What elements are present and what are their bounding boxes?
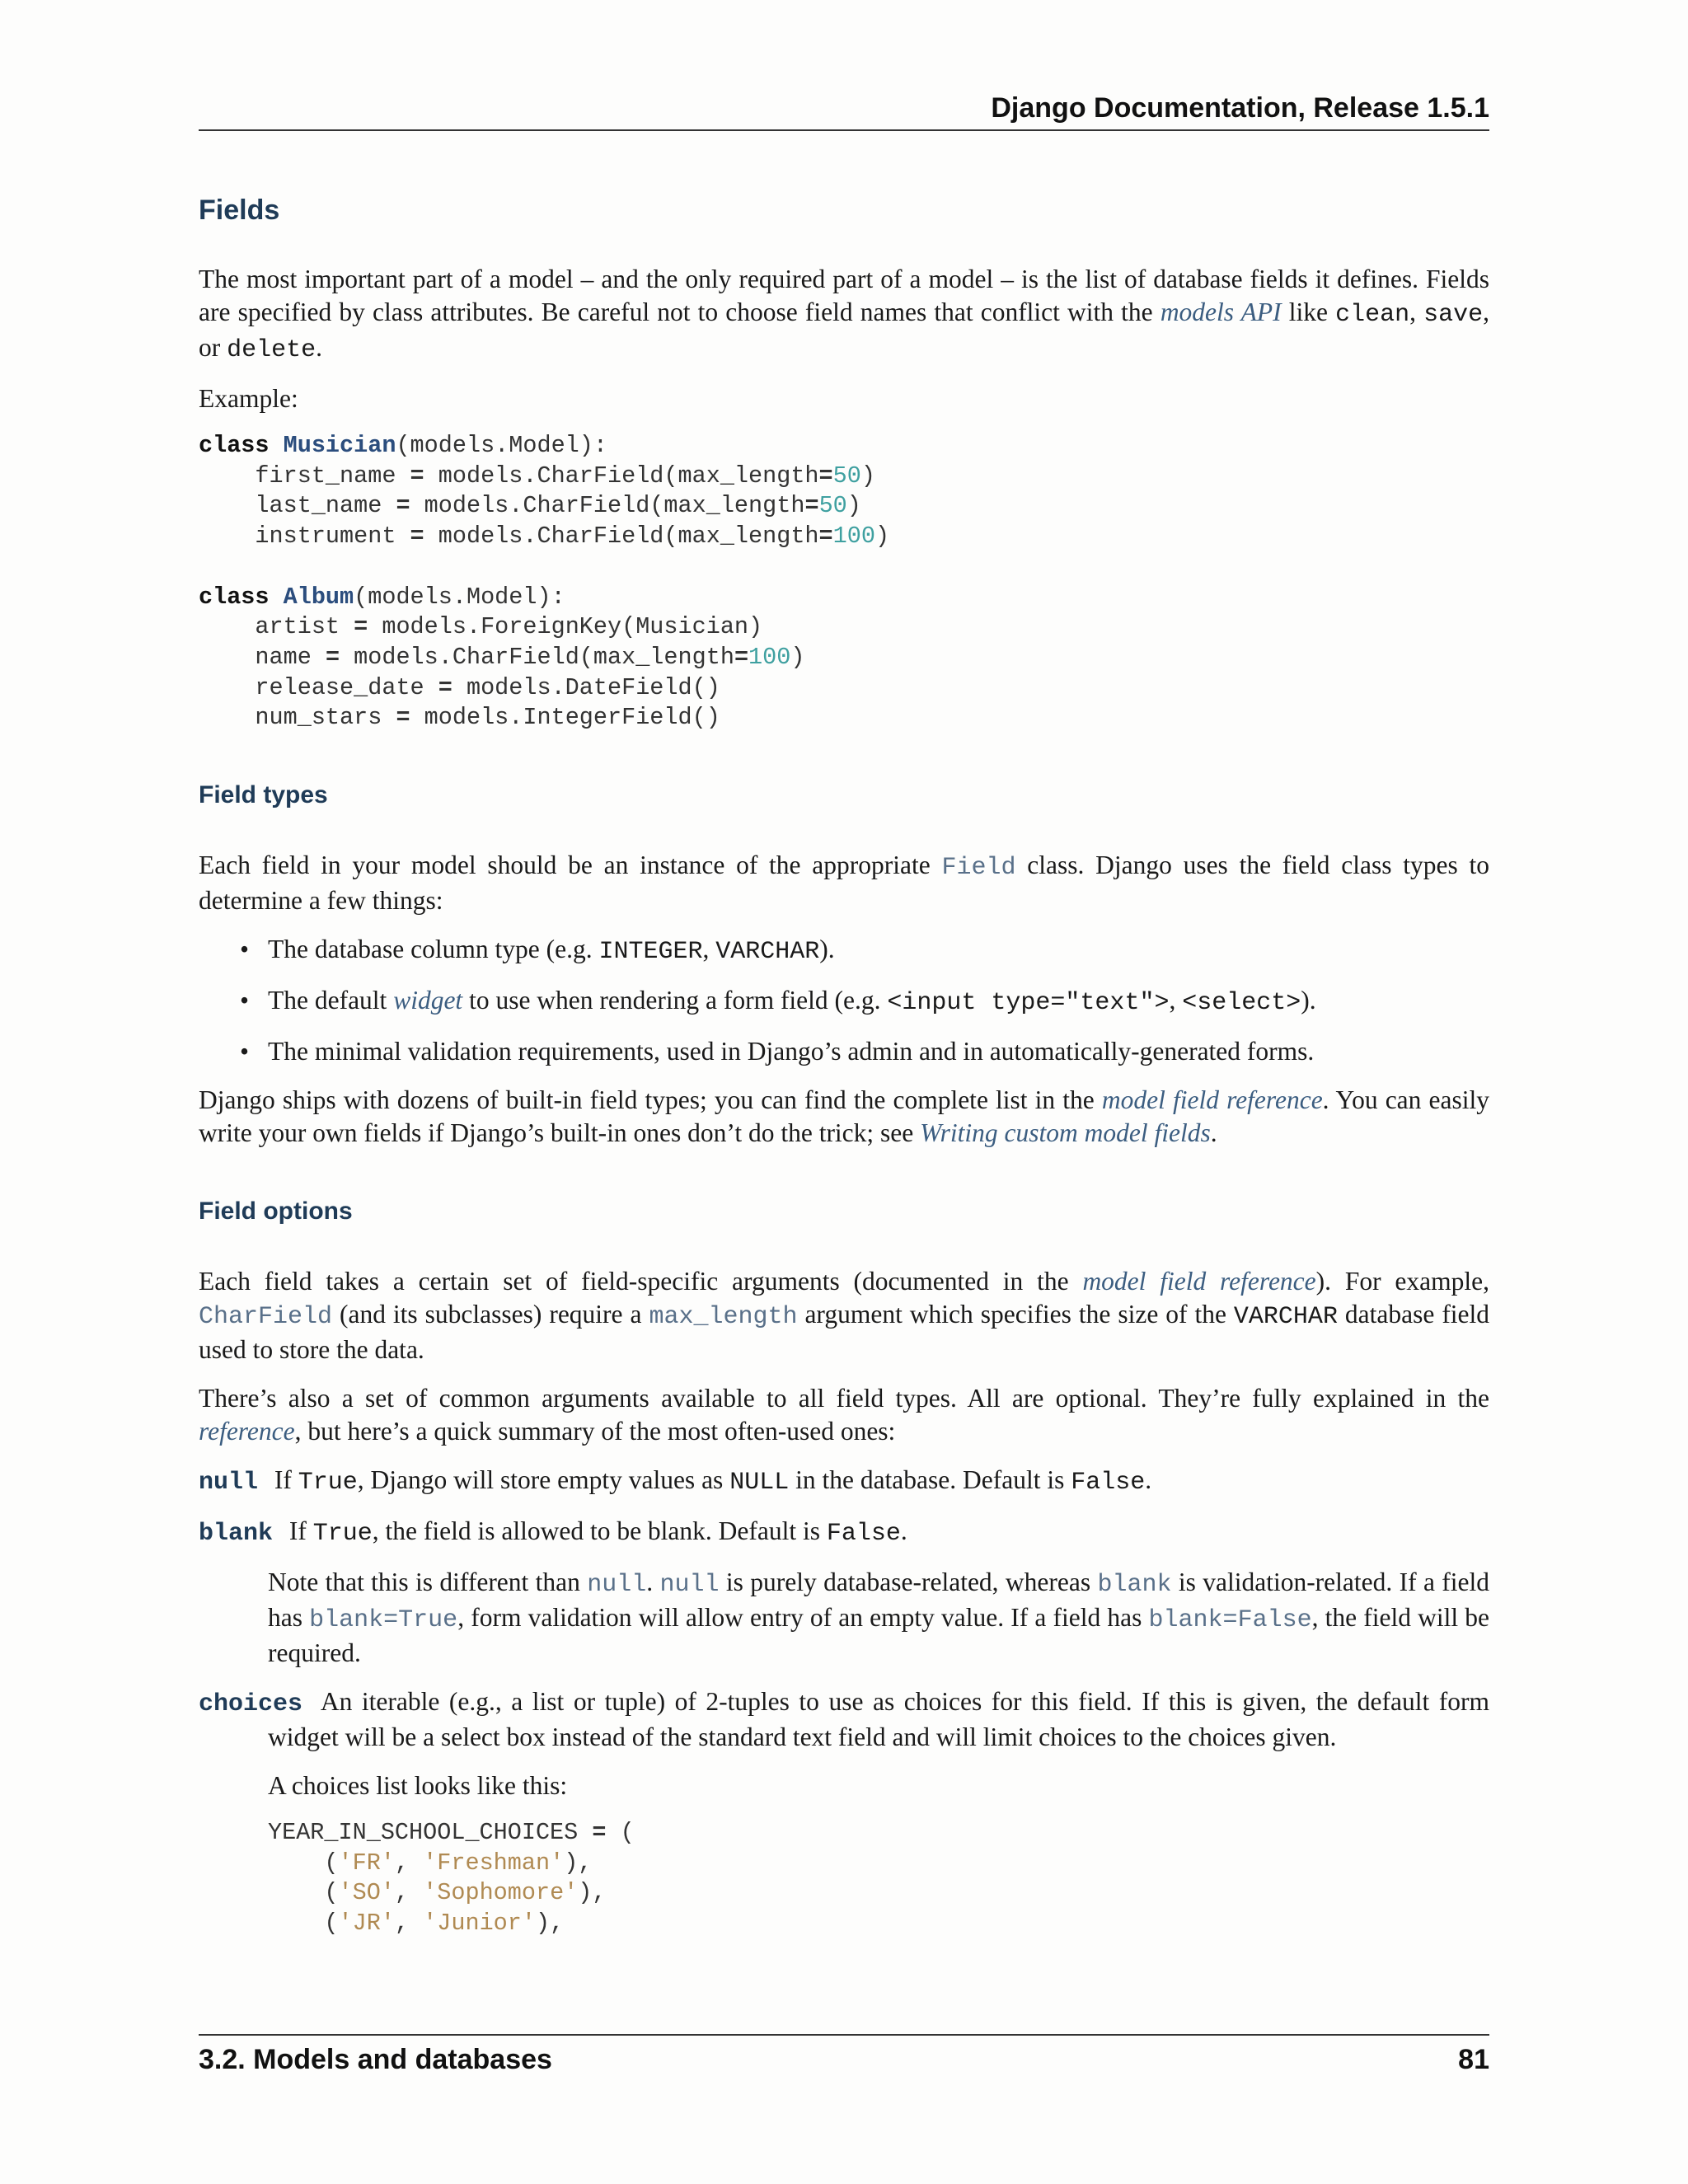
text: argument which specifies the size of the [804,1300,1226,1329]
text: , the field will be required. [268,1603,1490,1668]
text: , form validation will allow entry of an empty value. If a field has [457,1603,1142,1633]
code-charfield: CharField [199,1303,333,1332]
field-options-heading: Field options [199,1197,353,1226]
code-true: True [298,1469,358,1497]
code-line: last_name = models.CharField(max_length=50) [199,492,861,520]
text: Note that this is different than [268,1568,580,1597]
list-item: • The database column type (e.g. INTEGER, VARCHAR). [240,935,835,967]
code-line: class Musician(models.Model): [199,432,607,459]
code-line: release_date = models.DateField() [199,673,720,701]
models-api-link[interactable]: models API [1160,298,1282,326]
code-varchar: VARCHAR [715,938,820,967]
bullet-icon: • [240,1037,250,1066]
text: An iterable (e.g., a list or tuple) of 2-tuples to use as choices for this field. If this is given, the default form widget will be a select box instead of the standard text field and will limit choices to the choices given. [268,1687,1489,1752]
option-term-choices: choices [199,1690,303,1719]
code-null: null [587,1571,647,1600]
code-select: <select> [1182,989,1301,1018]
code-line: instrument = models.CharField(max_length=100) [199,523,890,551]
field-types-list [199,933,1489,1068]
text: like [1288,298,1328,326]
code-true: True [312,1520,373,1549]
max-length-link[interactable] [649,1300,798,1332]
list-item: • The default widget to use when rendering a form field (e.g. <input type="text">, <select>). [240,986,1316,1018]
code-delete: delete [227,336,316,364]
text: , or [199,298,1490,362]
code-null: NULL [729,1469,790,1497]
null-link-2[interactable] [659,1568,720,1600]
running-footer [199,2034,1489,2076]
code-false: False [826,1520,901,1549]
code-false: False [1071,1469,1146,1497]
text: database field used to store the data. [199,1300,1490,1365]
text: , the field is allowed to be blank. Default is [372,1516,821,1546]
option-term-null: null [199,1469,259,1497]
text: The default [268,986,387,1015]
code-save: save [1423,301,1484,329]
page-number: 81 [1458,2044,1489,2075]
text: is validation-related. If a field has [268,1568,1490,1633]
code-integer: INTEGER [598,938,703,967]
code-max-length: max_length [649,1303,798,1332]
code-field: Field [941,854,1016,883]
text: Each field in your model should be an instance of the appropriate [199,851,931,880]
code-blank-false: blank=False [1148,1606,1312,1635]
writing-custom-fields-link[interactable]: Writing custom model fields [920,1118,1211,1148]
text: The minimal validation requirements, used in Django’s admin and in automatically-generated forms. [268,1037,1315,1066]
code-line: YEAR_IN_SCHOOL_CHOICES = ( [268,1819,635,1847]
text: class. Django uses the field class types to determine a few things: [199,851,1489,916]
code-line: artist = models.ForeignKey(Musician) [199,613,763,641]
code-input: <input type="text"> [887,989,1170,1018]
list-item [240,1035,1489,1068]
text: . You can easily write your own fields if Django’s built-in ones don’t do the trick; see [199,1085,1489,1148]
bullet-icon: • [240,986,250,1015]
code-null: null [659,1571,720,1600]
code-line: ('SO', 'Sophomore'), [268,1879,607,1907]
choices-list-label: A choices list looks like this: [268,1771,568,1801]
blank-false-link[interactable] [1148,1603,1312,1635]
choices-code-block [268,1818,1489,1939]
field-types-paragraph [199,849,1489,917]
page-content [199,194,1489,1939]
model-field-reference-link[interactable]: model field reference [1101,1085,1323,1115]
option-term-blank: blank [199,1520,274,1549]
fields-heading: Fields [199,194,280,226]
text: (and its subclasses) require a [340,1300,642,1329]
field-types-heading: Field types [199,781,328,809]
text: Django ships with dozens of built-in field types; you can find the complete list in the [199,1085,1095,1115]
text: in the database. Default is [795,1465,1065,1495]
code-line: class Album(models.Model): [199,583,565,611]
code-blank-true: blank=True [309,1606,458,1635]
text: is purely database-related, whereas [725,1568,1091,1597]
text: Each field takes a certain set of field-specific arguments (documented in the [199,1267,1069,1296]
fields-intro-paragraph: The most important part of a model – and the only required part of a model – is the list of database fields it defines. Fields are specified by class attributes. Be careful not to choose field names that conflict with the models API like clean, save, or delete. [199,265,1490,364]
code-line: first_name = models.CharField(max_length=50) [199,462,875,490]
running-header [199,92,1489,131]
text: There’s also a set of common arguments available to all field types. All are optional. They’re fully explained in the [199,1384,1489,1413]
code-line: num_stars = models.IntegerField() [199,704,720,732]
code-line: name = models.CharField(max_length=100) [199,643,805,671]
blank-note-paragraph: Note that this is different than null. null is purely database-related, whereas blank is validation-related. If a field has blank=True, form validation will allow entry of an empty value. If a field has blank=False, the field will be required. [268,1568,1490,1668]
option-choices [199,1685,1489,1754]
option-blank: blank If True, the field is allowed to be blank. Default is False. [199,1516,907,1549]
blank-true-link[interactable] [309,1603,458,1635]
null-link[interactable] [587,1568,647,1600]
common-arguments-paragraph [199,1382,1489,1448]
text: , Django will store empty values as [357,1465,724,1495]
blank-link[interactable] [1097,1568,1172,1600]
model-field-reference-link-2[interactable]: model field reference [1082,1267,1316,1296]
code-blank: blank [1097,1571,1172,1600]
option-null: null If True, Django will store empty values as NULL in the database. Default is False. [199,1465,1152,1497]
code-clean: clean [1335,301,1410,329]
field-types-closing-paragraph: Django ships with dozens of built-in field types; you can find the complete list in the model field reference. You can easily write your own fields if Django’s built-in ones don’t do the trick; see Writing custom model fields. [199,1085,1489,1148]
text: , but here’s a quick summary of the most often-used ones: [294,1417,896,1446]
bullet-icon: • [240,935,250,964]
text: ). For example, [1315,1267,1490,1296]
text: If [274,1465,292,1495]
text: The database column type (e.g. [268,935,593,964]
field-class-link[interactable] [941,851,1016,883]
code-line: ('JR', 'Junior'), [268,1910,565,1938]
models-code-block [199,431,1489,733]
header-title: Django Documentation, Release 1.5.1 [991,92,1489,124]
text: to use when rendering a form field (e.g. [469,986,881,1015]
field-options-paragraph [199,1265,1489,1366]
code-line: ('FR', 'Freshman'), [268,1849,593,1877]
widget-link[interactable]: widget [393,986,463,1015]
example-label: Example: [199,384,298,413]
text: The most important part of a model – and the only required part of a model – is the list of database fields it defines. Fields are specified by class attributes. Be careful not to choose field names that conflict with the [199,265,1489,326]
code-varchar: VARCHAR [1233,1303,1338,1332]
charfield-link[interactable] [199,1300,333,1332]
text: If [288,1516,307,1546]
reference-link[interactable]: reference [199,1417,295,1446]
footer-section: 3.2. Models and databases [199,2044,552,2075]
